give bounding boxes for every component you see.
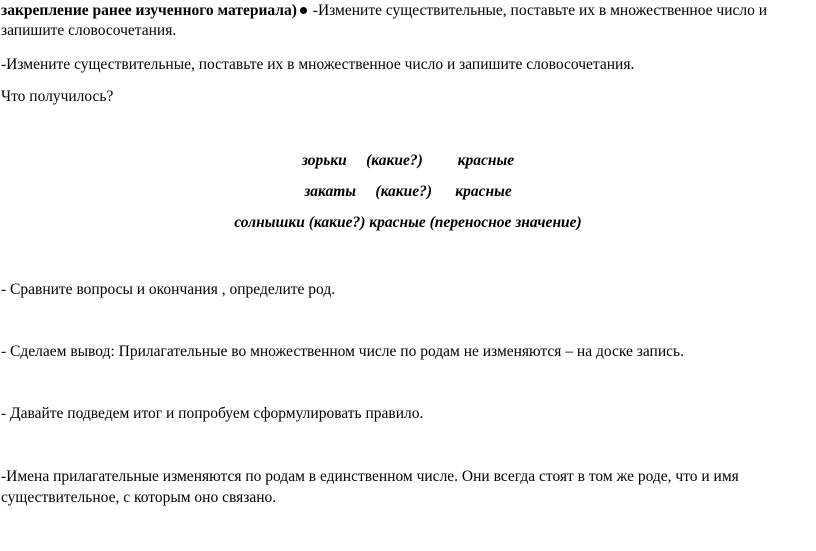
heading-bold: закрепление ранее изученного материала) — [1, 2, 297, 19]
paragraph-question: Что получилось? — [1, 88, 114, 105]
heading-line-1 — [1, 1, 767, 21]
example-line-3: солнышки (какие?) красные (переносное значение) — [234, 214, 582, 231]
heading-line-2: запишите словосочетания. — [1, 22, 177, 39]
example-line-1: зорьки (какие?) красные — [301, 152, 515, 169]
rule-line-1: -Имена прилагательные изменяются по родам в единственном числе. Они всегда стоят в том же роде, что и имя — [1, 468, 739, 485]
statement-conclusion: - Сделаем вывод: Прилагательные во множественном числе по родам не изменяются – на доске запись. — [1, 343, 684, 360]
bullet-icon — [300, 7, 307, 14]
paragraph-instruction: -Измените существительные, поставьте их в множественное число и запишите словосочетания. — [1, 56, 635, 73]
heading-rest: -Измените существительные, поставьте их в множественное число и — [308, 2, 768, 19]
statement-summary: - Давайте подведем итог и попробуем сформулировать правило. — [1, 405, 424, 422]
rule-line-2: существительное, с которым оно связано. — [1, 489, 277, 506]
example-line-2: закаты (какие?) красные — [304, 183, 512, 200]
statement-compare: - Сравните вопросы и окончания , определите род. — [1, 281, 336, 298]
